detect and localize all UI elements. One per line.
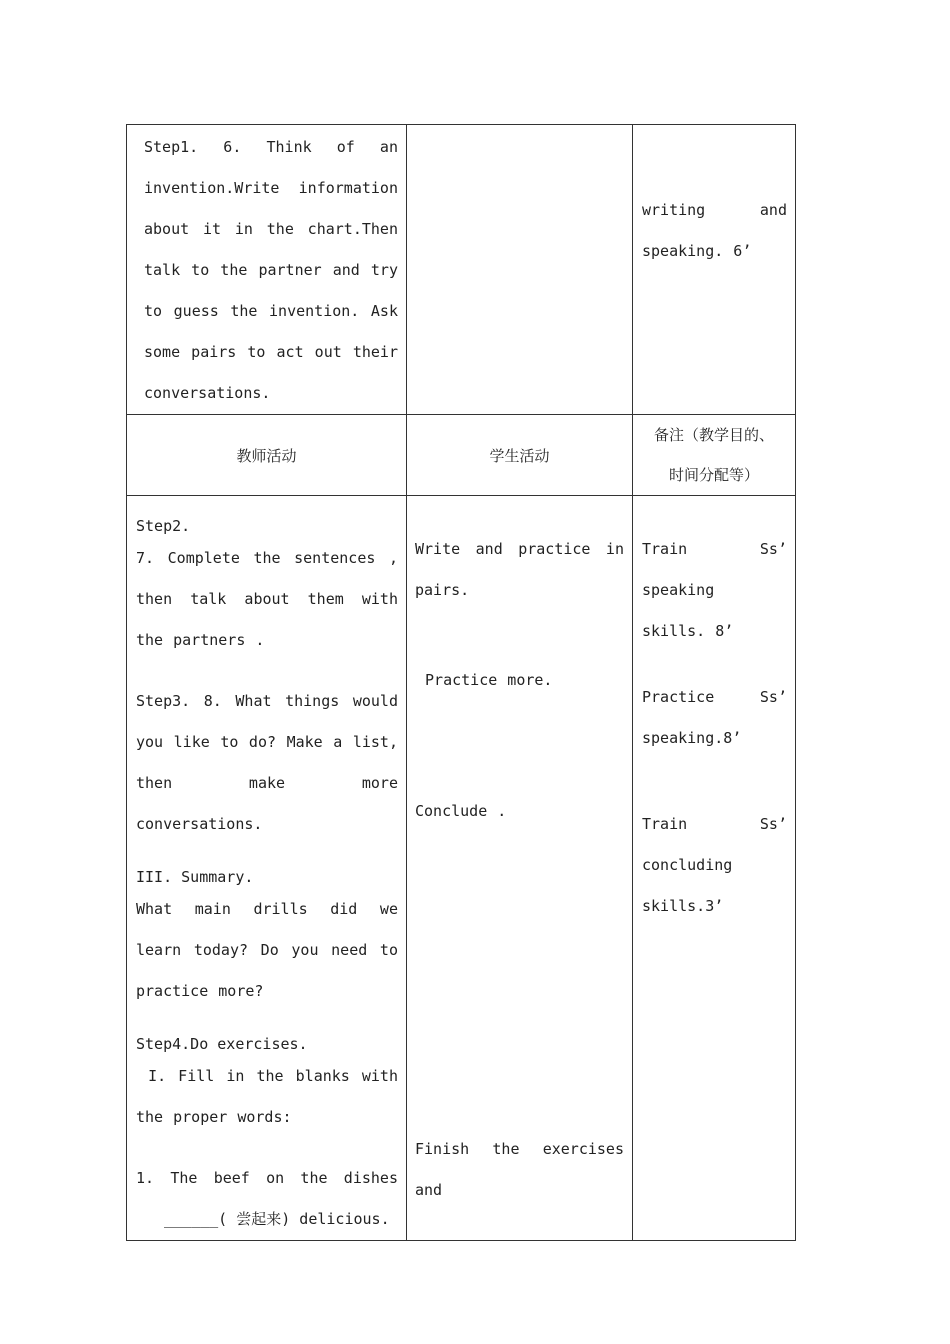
header-student-cell — [407, 415, 633, 496]
header-teacher-cell — [127, 415, 407, 496]
fill-in-instruction: I. Fill in the blanks with the proper words: — [136, 1067, 409, 1126]
step2-title: Step2. — [136, 517, 191, 535]
student-activity-4: Finish the exercises and — [415, 1140, 624, 1199]
teacher-cell — [127, 125, 407, 415]
student-cell — [407, 125, 633, 415]
step2-body: 7. Complete the sentences , then talk about them with the partners . — [136, 549, 398, 649]
notes-item-2: Practice Ss’ speaking.8’ — [642, 688, 787, 747]
student-activity-2: Practice more. — [415, 671, 553, 689]
student-cell — [407, 496, 633, 1241]
step1-text: Step1. 6. Think of an invention.Write information about it in the chart.Then talk to the partner and try to guess the invention. Ask some pairs to act out their conversations. — [144, 138, 398, 402]
notes-cell — [633, 496, 796, 1241]
header-row — [127, 415, 796, 496]
notes-item-3: Train Ss’ concluding skills.3’ — [642, 815, 787, 915]
header-student-activity: 学生活动 — [489, 446, 550, 465]
summary-body: What main drills did we learn today? Do you need to practice more? — [136, 900, 398, 1000]
step4-title: Step4.Do exercises. — [136, 1035, 308, 1053]
notes-cell — [633, 125, 796, 415]
exercise-item-1: 1. The beef on the dishes — [136, 1169, 398, 1187]
teacher-cell — [127, 496, 407, 1241]
lesson-plan-table — [126, 124, 796, 1241]
header-teacher-activity: 教师活动 — [236, 446, 297, 465]
notes-item-1: Train Ss’ speaking skills. 8’ — [642, 540, 787, 640]
header-notes-line2: 时间分配等） — [668, 466, 759, 484]
student-activity-1: Write and practice in pairs. — [415, 540, 624, 599]
step3-text: Step3. 8. What things would you like to do? Make a list, then make more conversations. — [136, 692, 398, 833]
table-row — [127, 125, 796, 415]
header-notes-line1: 备注（教学目的、 — [653, 426, 774, 444]
student-activity-3: Conclude . — [415, 802, 507, 820]
summary-title: III. Summary. — [136, 868, 254, 886]
table-row — [127, 496, 796, 1241]
header-notes-cell — [633, 415, 796, 496]
notes-text: writing and speaking. 6’ — [642, 201, 787, 260]
exercise-item-1-blank: ______( 尝起来) delicious. — [164, 1210, 390, 1228]
